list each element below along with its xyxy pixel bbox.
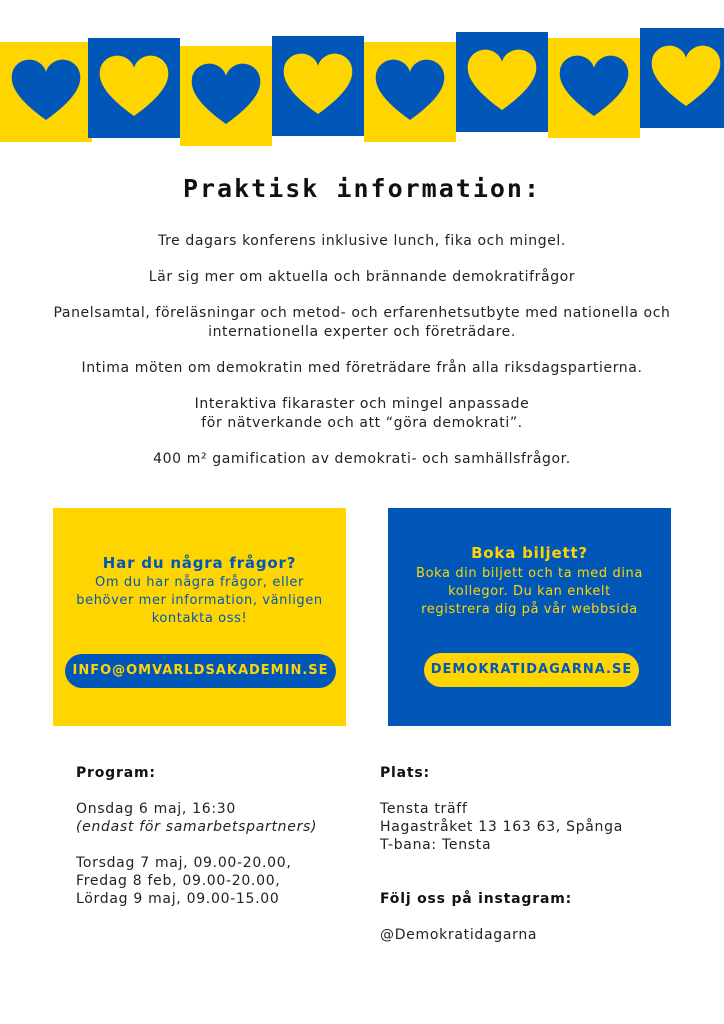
website-link-button[interactable]: DEMOKRATIDAGARNA.SE xyxy=(424,653,639,687)
place-venue: Tensta träff xyxy=(380,801,468,817)
email-link-button[interactable]: INFO@OMVARLDSAKADEMIN.SE xyxy=(65,654,336,688)
intro-line: Interaktiva fikaraster och mingel anpassade xyxy=(194,396,530,412)
intro-item xyxy=(40,395,684,433)
heart-icon xyxy=(648,42,724,112)
place-address: Hagastråket 13 163 63, Spånga xyxy=(380,819,623,835)
intro-item: Intima möten om demokratin med företrädare från alla riksdagspartierna. xyxy=(81,360,643,376)
heart-tile xyxy=(548,38,640,138)
heart-icon xyxy=(188,60,264,130)
tickets-text: Boka din biljett och ta med dina kollegor. Du kan enkelt registrera dig på vår webbsida xyxy=(416,566,643,617)
heart-tile xyxy=(640,28,724,128)
tickets-title: Boka biljett? xyxy=(471,544,588,562)
place-heading: Plats: xyxy=(380,765,430,781)
place-section xyxy=(380,764,680,944)
program-day: Lördag 9 maj, 09.00-15.00 xyxy=(76,891,280,907)
program-section xyxy=(76,764,366,908)
heart-icon xyxy=(556,52,632,122)
heart-icon xyxy=(372,56,448,126)
program-day: Onsdag 6 maj, 16:30 xyxy=(76,801,236,817)
heart-tile xyxy=(456,32,548,132)
heart-icon xyxy=(8,56,84,126)
questions-text: Om du har några frågor, eller behöver mer information, vänligen kontakta oss! xyxy=(76,575,323,626)
program-note: (endast för samarbetspartners) xyxy=(76,819,318,835)
heart-icon xyxy=(96,52,172,122)
heart-tile xyxy=(180,46,272,146)
heart-banner xyxy=(0,0,724,150)
heart-tile xyxy=(88,38,180,138)
questions-title: Har du några frågor? xyxy=(102,554,297,572)
intro-item: Tre dagars konferens inklusive lunch, fika och mingel. xyxy=(158,233,566,249)
program-day: Torsdag 7 maj, 09.00-20.00, xyxy=(76,855,292,871)
page-title: Praktisk information: xyxy=(182,174,542,203)
intro-text xyxy=(40,232,684,486)
intro-item: Lär sig mer om aktuella och brännande demokratifrågor xyxy=(148,269,576,285)
tickets-box xyxy=(388,508,671,726)
heart-tile xyxy=(364,42,456,142)
program-heading: Program: xyxy=(76,765,156,781)
place-transit: T-bana: Tensta xyxy=(380,837,492,853)
heart-icon xyxy=(464,46,540,116)
instagram-handle[interactable]: @Demokratidagarna xyxy=(380,927,538,943)
intro-item: 400 m² gamification av demokrati- och samhällsfrågor. xyxy=(153,451,571,467)
heart-icon xyxy=(280,50,356,120)
intro-item: Panelsamtal, föreläsningar och metod- och erfarenhetsutbyte med nationella och internationella experter och företrädare. xyxy=(53,305,671,340)
program-day: Fredag 8 feb, 09.00-20.00, xyxy=(76,873,281,889)
heart-tile xyxy=(0,42,92,142)
intro-line: för nätverkande och att “göra demokrati”. xyxy=(201,415,523,431)
instagram-heading: Följ oss på instagram: xyxy=(380,891,572,907)
questions-box xyxy=(53,508,346,726)
heart-tile xyxy=(272,36,364,136)
